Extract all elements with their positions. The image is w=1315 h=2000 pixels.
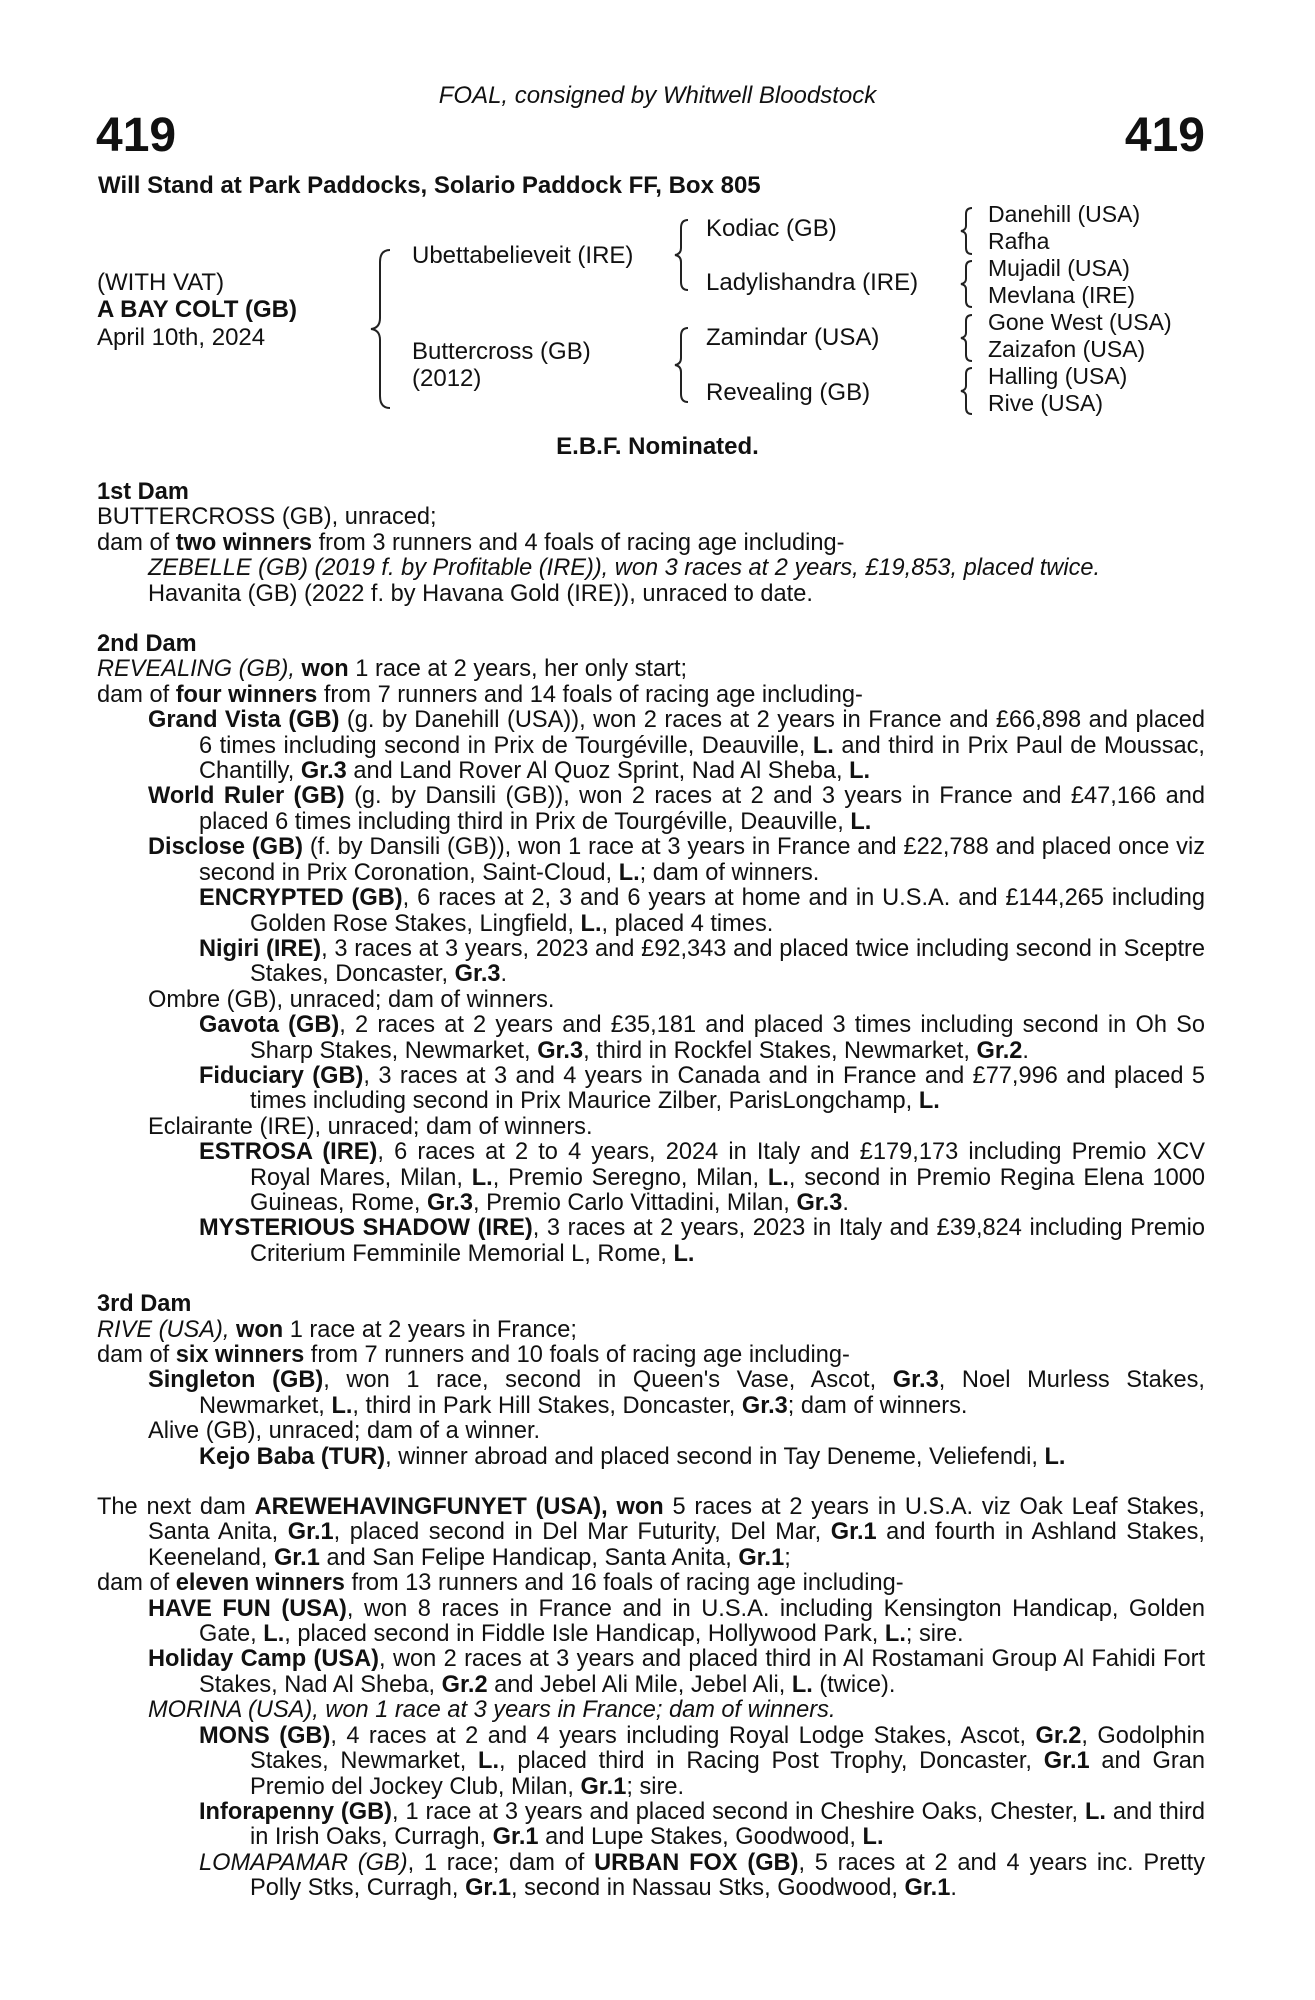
- entry-eclairante: Eclairante (IRE), unraced; dam of winners.: [148, 1113, 593, 1140]
- entry-fiduciary: Fiduciary (GB), 3 races at 3 and 4 years in Canada and in France and £77,996 and placed 5 times including second in Prix Maurice Zilber, ParisLongchamp, L.: [199, 1062, 1206, 1115]
- pedigree-g3: Mujadil (USA): [988, 255, 1130, 281]
- second-dam-intro: REVEALING (GB), won 1 race at 2 years, her only start;: [97, 656, 688, 683]
- catalogue-body: [97, 480, 1205, 1902]
- pedigree-dam-sire: Zamindar (USA): [706, 324, 880, 351]
- pedigree-sire-sire: Kodiac (GB): [706, 215, 837, 242]
- pedigree-g7: Halling (USA): [988, 363, 1128, 389]
- pedigree-g2: Rafha: [988, 228, 1050, 254]
- third-dam-heading: 3rd Dam: [97, 1291, 192, 1318]
- entry-gavota: Gavota (GB), 2 races at 2 years and £35,181 and placed 3 times including second in Oh So Sharp Stakes, Newmarket, Gr.3, third in Rockfel Stakes, Newmarket, Gr.2.: [199, 1012, 1205, 1064]
- pedigree-g6: Zaizafon (USA): [988, 336, 1146, 362]
- entry-lomapamar: LOMAPAMAR (GB), 1 race; dam of URBAN FOX (GB), 5 races at 2 and 4 years inc. Pretty Polly Stks, Curragh, Gr.1, second in Nassau Stks, Goodwood, Gr.1.: [199, 1849, 1205, 1902]
- pedigree-brace-main: [368, 248, 394, 410]
- entry-holiday-camp: Holiday Camp (USA), won 2 races at 3 years and placed third in Al Rostamani Group Al Fahidi Fort Stakes, Nad Al Sheba, Gr.2 and Jebel Ali Mile, Jebel Ali, L. (twice).: [148, 1646, 1206, 1698]
- entry-alive: Alive (GB), unraced; dam of a winner.: [148, 1418, 541, 1445]
- pedigree-g5: Gone West (USA): [988, 309, 1172, 335]
- entry-mons: MONS (GB), 4 races at 2 and 4 years including Royal Lodge Stakes, Ascot, Gr.2, Godolphin Stakes, Newmarket, L., placed third in Racing Post Trophy, Doncaster, Gr.1 and Gran Premio del Jockey Club, Milan, Gr.1; sire.: [199, 1722, 1205, 1800]
- foal-name: A BAY COLT (GB): [97, 296, 298, 323]
- vat-note: (WITH VAT): [97, 269, 225, 296]
- second-dam-heading: 2nd Dam: [97, 631, 197, 658]
- entry-estrosa: ESTROSA (IRE), 6 races at 2 to 4 years, 2024 in Italy and £179,173 including Premio XCV Royal Mares, Milan, L., Premio Seregno, Milan, L., second in Premio Regina Elena 1000 Guineas, Rome, Gr.3, Premio Carlo Vittadini, Milan, Gr.3.: [199, 1139, 1205, 1216]
- entry-world-ruler: World Ruler (GB) (g. by Dansili (GB)), won 2 races at 2 and 3 years in France and £47,166 and placed 6 times including third in Prix de Tourgéville, Deauville, L.: [148, 783, 1205, 835]
- entry-singleton: Singleton (GB), won 1 race, second in Queen's Vase, Ascot, Gr.3, Noel Murless Stakes, Newmarket, L., third in Park Hill Stakes, Doncaster, Gr.3; dam of winners.: [148, 1367, 1205, 1419]
- entry-disclose: Disclose (GB) (f. by Dansili (GB)), won 1 race at 3 years in France and £22,788 and placed once viz second in Prix Coronation, Saint-Cloud, L.; dam of winners.: [148, 834, 1205, 886]
- pedigree-g4: Mevlana (IRE): [988, 282, 1135, 308]
- pedigree-brace-g4: [958, 366, 976, 416]
- entry-inforapenny: Inforapenny (GB), 1 race at 3 years and placed second in Cheshire Oaks, Chester, L. and third in Irish Oaks, Curragh, Gr.1 and Lupe Stakes, Goodwood, L.: [199, 1798, 1205, 1851]
- first-dam-line-3: ZEBELLE (GB) (2019 f. by Profitable (IRE)), won 3 races at 2 years, £19,853, placed twice.: [148, 555, 1101, 582]
- entry-encrypted: ENCRYPTED (GB), 6 races at 2, 3 and 6 years at home and in U.S.A. and £144,265 including Golden Rose Stakes, Lingfield, L., placed 4 times.: [199, 885, 1205, 937]
- pedigree-dam: Buttercross (GB): [412, 338, 591, 365]
- third-dam-dam-of: dam of six winners from 7 runners and 10 foals of racing age including-: [97, 1342, 850, 1368]
- pedigree-brace-g1: [958, 206, 976, 256]
- entry-nigiri: Nigiri (IRE), 3 races at 3 years, 2023 and £92,343 and placed twice including second in Sceptre Stakes, Doncaster, Gr.3.: [199, 935, 1205, 988]
- pedigree-sire: Ubettabelieveit (IRE): [412, 242, 634, 269]
- entry-grand-vista: Grand Vista (GB) (g. by Danehill (USA)), won 2 races at 2 years in France and £66,898 and placed 6 times including second in Prix de Tourgéville, Deauville, L. and third in Prix Paul de Moussac, Chantilly, Gr.3 and Land Rover Al Quoz Sprint, Nad Al Sheba, L.: [148, 707, 1205, 785]
- stabling-location: Will Stand at Park Paddocks, Solario Paddock FF, Box 805: [98, 172, 761, 199]
- first-dam-line-2: [97, 531, 1205, 556]
- pedigree-brace-g2: [958, 259, 976, 309]
- entry-kejo-baba: Kejo Baba (TUR), winner abroad and placed second in Tay Deneme, Veliefendi, L.: [199, 1443, 1066, 1470]
- first-dam-line-1: BUTTERCROSS (GB), unraced;: [97, 504, 437, 531]
- lot-number-right: 419: [1124, 109, 1205, 162]
- pedigree-brace-sire: [672, 218, 692, 292]
- pedigree-sire-dam: Ladylishandra (IRE): [706, 269, 919, 296]
- next-dam-intro: The next dam AREWEHAVINGFUNYET (USA), won 5 races at 2 years in U.S.A. viz Oak Leaf Stakes, Santa Anita, Gr.1, placed second in Del Mar Futurity, Del Mar, Gr.1 and fourth in Ashland Stakes, Keeneland, Gr.1 and San Felipe Handicap, Santa Anita, Gr.1;: [97, 1494, 1206, 1571]
- first-dam-line-4: Havanita (GB) (2022 f. by Havana Gold (IRE)), unraced to date.: [148, 580, 813, 607]
- second-dam-dam-of: dam of four winners from 7 runners and 14 foals of racing age including-: [97, 681, 863, 708]
- pedigree-dam-year: (2012): [412, 365, 482, 392]
- pedigree-brace-g3: [958, 313, 976, 363]
- third-dam-intro: RIVE (USA), won 1 race at 2 years in France;: [97, 1316, 577, 1343]
- lot-number-left: 419: [96, 109, 177, 162]
- pedigree-brace-dam: [672, 326, 692, 404]
- pedigree-dam-dam: Revealing (GB): [706, 379, 871, 406]
- next-dam-dam-of: dam of eleven winners from 13 runners and 16 foals of racing age including-: [97, 1570, 904, 1597]
- entry-morina: MORINA (USA), won 1 race at 3 years in France; dam of winners.: [148, 1697, 836, 1724]
- foal-dob: April 10th, 2024: [97, 324, 266, 351]
- first-dam-line-2-text: dam of two winners from 3 runners and 4 foals of racing age including-: [97, 529, 845, 556]
- entry-have-fun: HAVE FUN (USA), won 8 races in France and in U.S.A. including Kensington Handicap, Golden Gate, L., placed second in Fiddle Isle Handicap, Hollywood Park, L.; sire.: [148, 1595, 1206, 1648]
- ebf-nominated: E.B.F. Nominated.: [556, 433, 759, 460]
- entry-ombre: Ombre (GB), unraced; dam of winners.: [148, 986, 555, 1013]
- sale-subtitle: FOAL, consigned by Whitwell Bloodstock: [438, 82, 877, 109]
- pedigree-g8: Rive (USA): [988, 390, 1104, 416]
- first-dam-heading: 1st Dam: [97, 479, 189, 505]
- pedigree-g1: Danehill (USA): [988, 201, 1141, 227]
- entry-mysterious-shadow: MYSTERIOUS SHADOW (IRE), 3 races at 2 years, 2023 in Italy and £39,824 including Premio Criterium Femminile Memorial L, Rome, L.: [199, 1215, 1205, 1267]
